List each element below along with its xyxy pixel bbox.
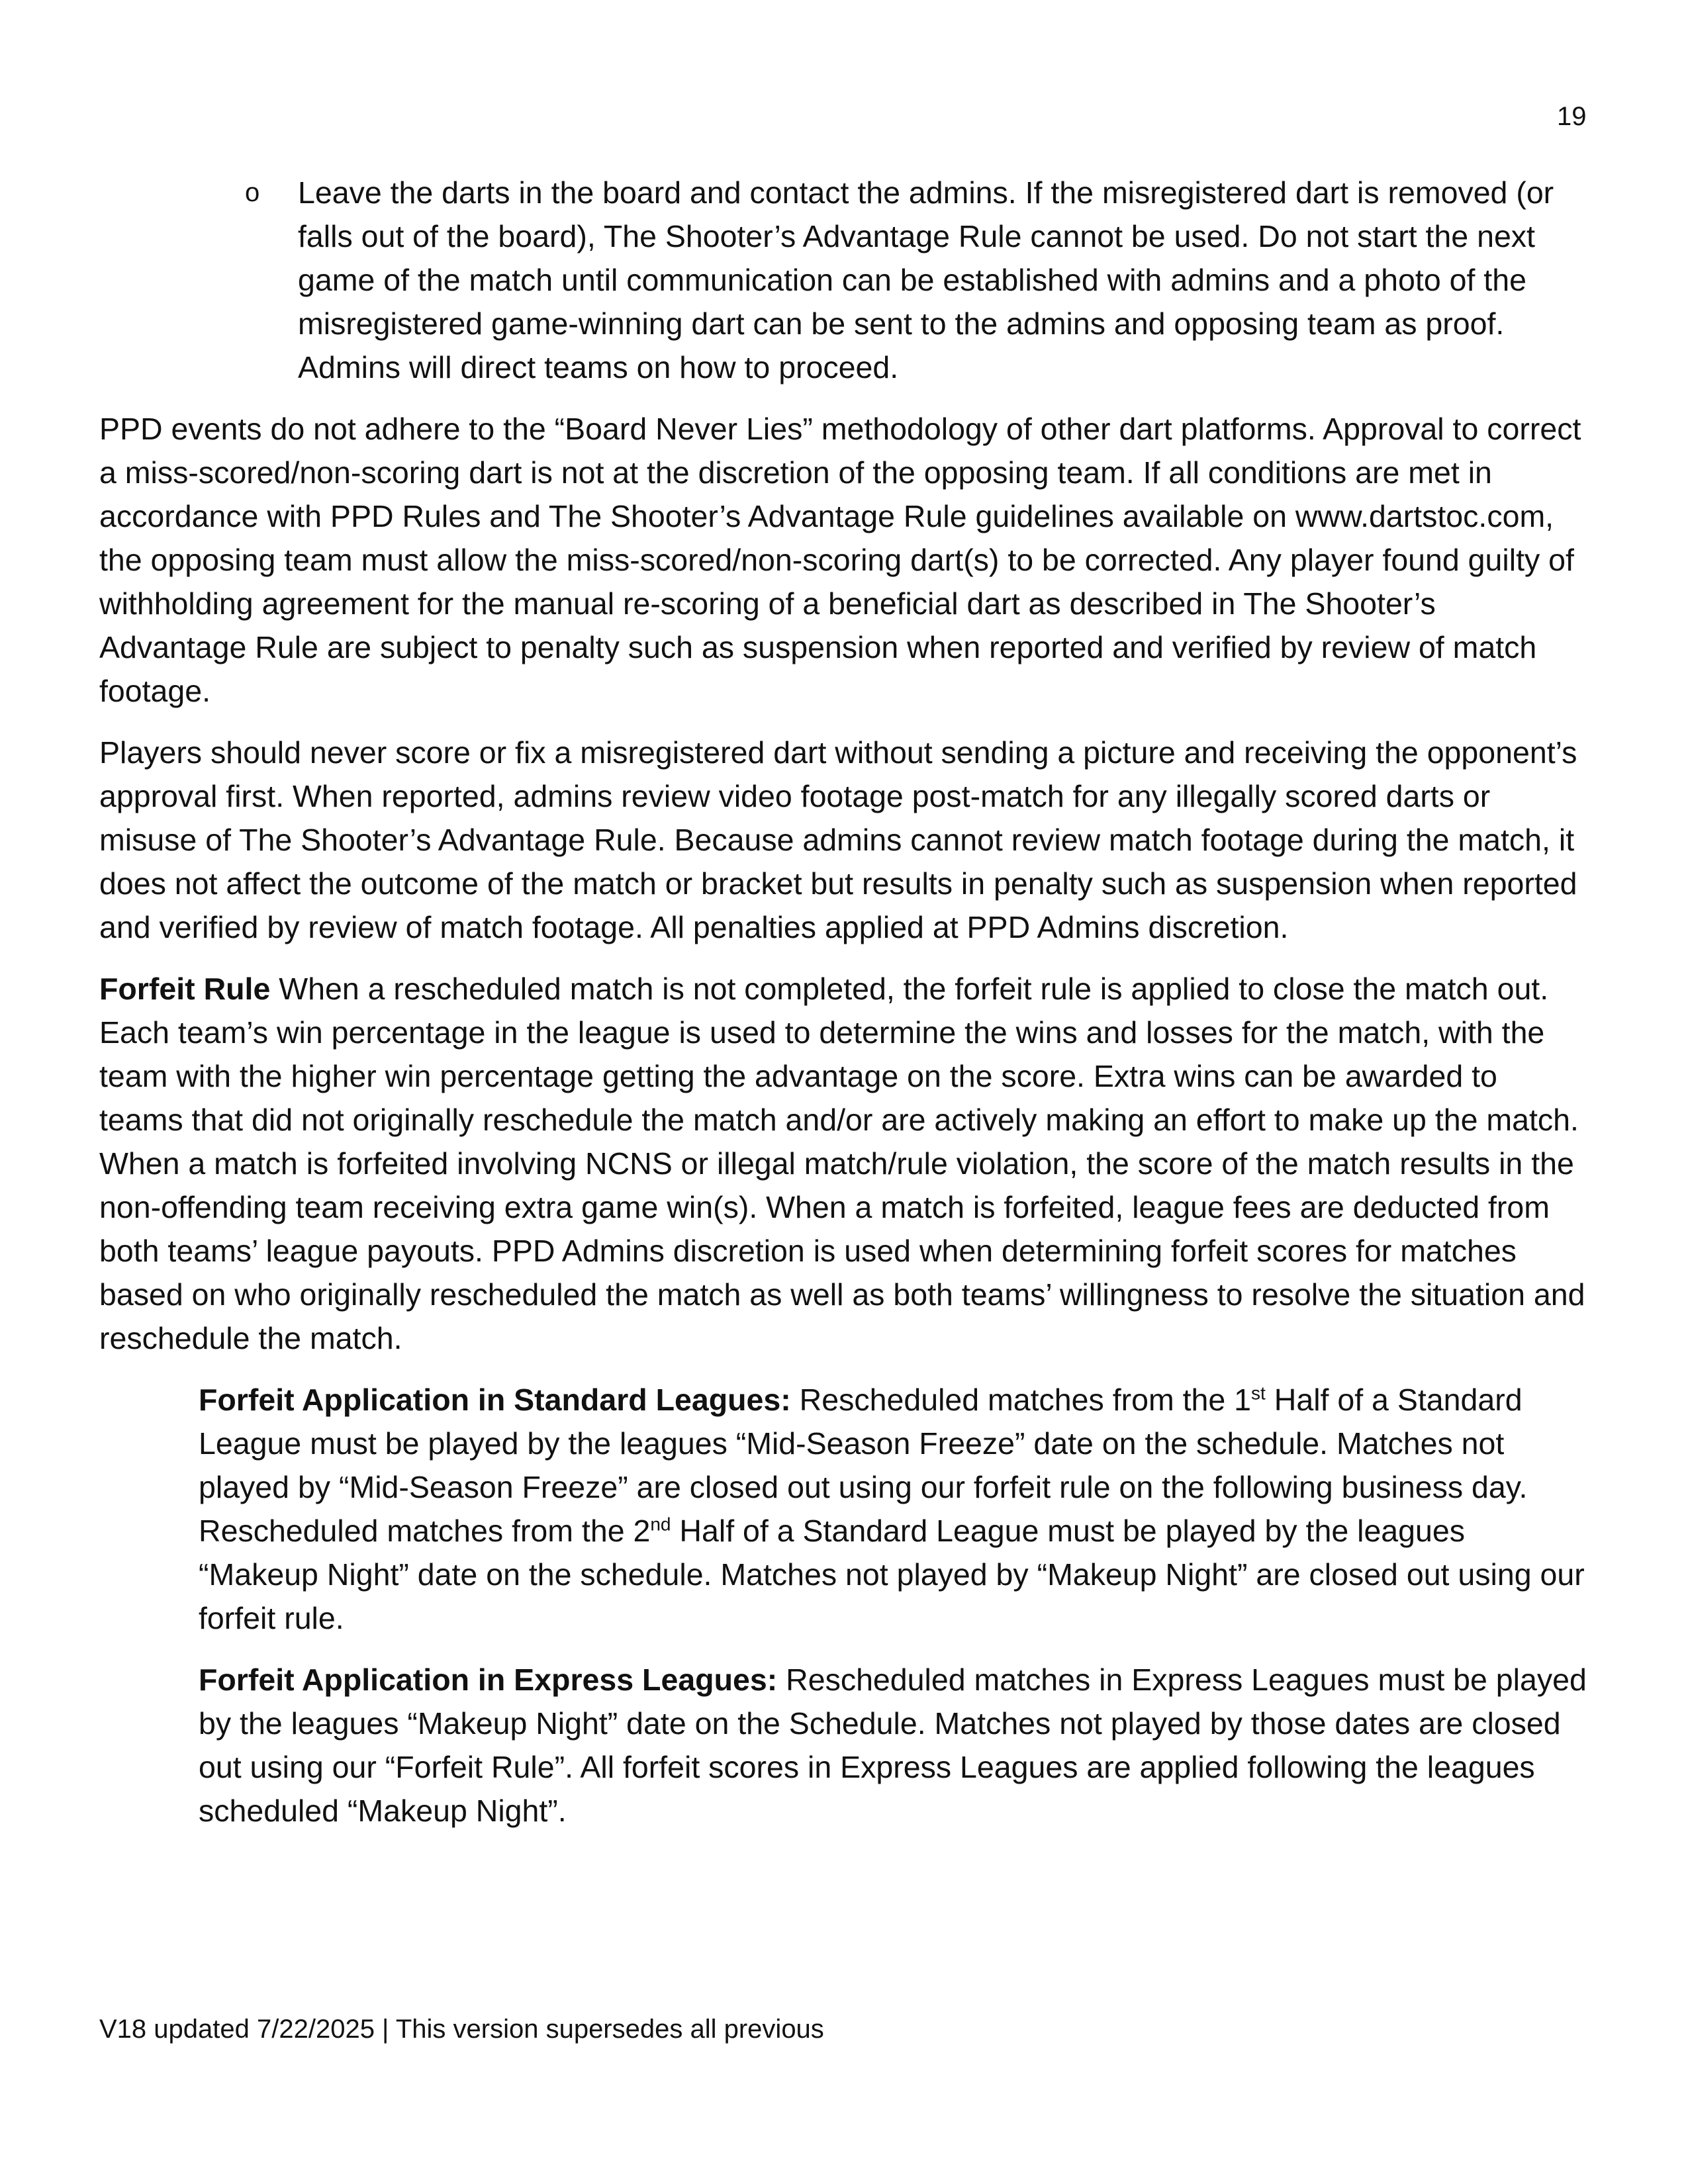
forfeit-rule-heading: Forfeit Rule (99, 972, 271, 1006)
bullet-text: Leave the darts in the board and contact the admins. If the misregistered dart is removed (or falls out of the board), The Shooter’s Advantage Rule cannot be used. Do not start the next game of the match until communication can be established with admins and a photo of the misregistered game-winning dart can be sent to the admins and opposing team as proof. Admins will direct teams on how to proceed. (298, 175, 1554, 385)
page-number: 19 (1557, 102, 1587, 131)
paragraph-express-leagues (199, 1658, 1589, 1833)
paragraph-misregistered-darts: Players should never score or fix a misregistered dart without sending a picture and receiving the opponent’s approval first. When reported, admins review video footage post-match for any illegally scored darts or misuse of The Shooter’s Advantage Rule. Because admins cannot review match footage during the match, it does not affect the outcome of the match or bracket but results in penalty such as suspension when reported and verified by review of match footage. All penalties applied at PPD Admins discretion. (99, 735, 1577, 944)
forfeit-rule-text: When a rescheduled match is not completed, the forfeit rule is applied to close the match out. Each team’s win percentage in the league is used to determine the wins and losses for the match, with the team with the higher win percentage getting the advantage on the score. Extra wins can be awarded to teams that did not originally reschedule the match and/or are actively making an effort to make up the match. When a match is forfeited involving NCNS or illegal match/rule violation, the score of the match results in the non-offending team receiving extra game win(s). When a match is forfeited, league fees are deducted from both teams’ league payouts. PPD Admins discretion is used when determining forfeit scores for matches based on who originally rescheduled the match as well as both teams’ willingness to resolve the situation and reschedule the match. (99, 972, 1585, 1355)
express-leagues-heading: Forfeit Application in Express Leagues: (199, 1662, 778, 1697)
document-body (99, 171, 1589, 1850)
standard-leagues-text-2: Half of a Standard League must be played by the leagues “Mid-Season Freeze” date on the schedule. Matches not played by “Mid-Season Freeze” are closed out using our forfeit rule on the following business day. Rescheduled matches from the 2 (199, 1383, 1528, 1548)
superscript-nd: nd (650, 1514, 671, 1535)
superscript-st: st (1251, 1383, 1266, 1404)
express-leagues-text: Rescheduled matches in Express Leagues must be played by the leagues “Makeup Night” date on the Schedule. Matches not played by those dates are closed out using our “Forfeit Rule”. All forfeit scores in Express Leagues are applied following the leagues scheduled “Makeup Night”. (199, 1662, 1587, 1828)
paragraph-standard-leagues (199, 1378, 1589, 1640)
standard-leagues-heading: Forfeit Application in Standard Leagues: (199, 1383, 791, 1417)
paragraph-board-never-lies: PPD events do not adhere to the “Board Never Lies” methodology of other dart platforms. Approval to correct a miss-scored/non-scoring dart is not at the discretion of the opposing team. If all conditions are met in accordance with PPD Rules and The Shooter’s Advantage Rule guidelines available on www.dartstoc.com, the opposing team must allow the miss-scored/non-scoring dart(s) to be corrected. Any player found guilty of withholding agreement for the manual re-scoring of a beneficial dart as described in The Shooter’s Advantage Rule are subject to penalty such as suspension when reported and verified by review of match footage. (99, 412, 1581, 708)
bullet-item (99, 171, 1589, 389)
paragraph-forfeit-rule (99, 967, 1589, 1360)
standard-leagues-text-1: Rescheduled matches from the 1 (790, 1383, 1252, 1417)
bullet-mark: o (245, 178, 260, 207)
standard-leagues-text-3: Half of a Standard League must be played by the leagues “Makeup Night” date on the schedule. Matches not played by “Makeup Night” are closed out using our forfeit rule. (199, 1514, 1585, 1635)
footer-version-note: V18 updated 7/22/2025 | This version supersedes all previous (99, 2015, 824, 2044)
